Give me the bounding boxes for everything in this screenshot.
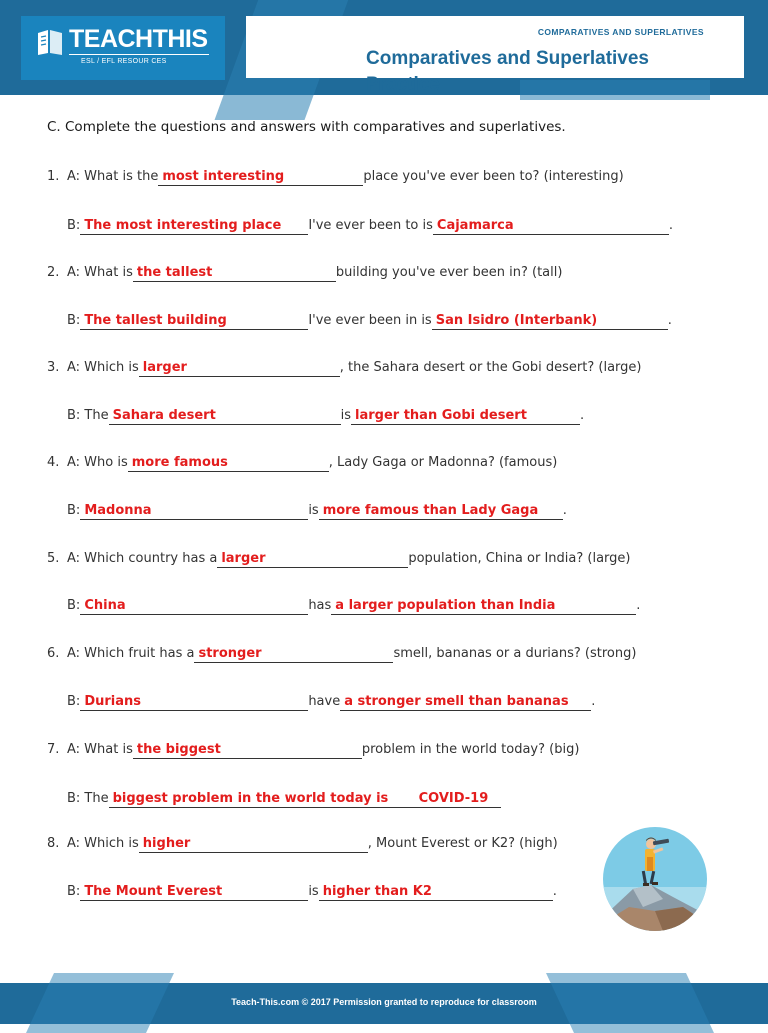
answer-field[interactable]: The tallest building — [80, 312, 308, 330]
answer-field[interactable]: higher — [139, 835, 368, 853]
answer-middle: is — [340, 408, 351, 423]
question-prefix: A: Which is — [67, 360, 139, 375]
logo-divider — [69, 54, 209, 55]
question-line — [47, 168, 624, 186]
answer-field[interactable]: most interesting — [158, 168, 363, 186]
answer-middle: is — [308, 884, 319, 899]
answer-field[interactable]: the biggest — [133, 741, 362, 759]
question-suffix: problem in the world today? (big) — [361, 742, 580, 757]
page-title: Comparatives and Superlatives Practice — [366, 48, 649, 95]
question-number: 7. — [47, 742, 60, 757]
answer-field[interactable]: more famous than Lady Gaga — [319, 502, 563, 520]
answer-field[interactable]: higher than K2 — [319, 883, 553, 901]
answer-field[interactable]: China — [80, 597, 308, 615]
answer-field[interactable]: a stronger smell than bananas — [340, 693, 591, 711]
question-number: 2. — [47, 265, 60, 280]
answer-end: . — [636, 598, 641, 613]
answer-prefix: B: The — [67, 408, 109, 423]
question-prefix: A: Which country has a — [67, 551, 218, 566]
answer-prefix: B: — [67, 503, 81, 518]
page-footer — [0, 983, 768, 1024]
answer-field[interactable]: Cajamarca — [433, 217, 669, 235]
answer-line — [67, 217, 673, 235]
answer-prefix: B: — [67, 598, 81, 613]
answer-field[interactable]: stronger — [194, 645, 393, 663]
answer-field[interactable]: larger — [139, 359, 340, 377]
answer-end: . — [552, 884, 557, 899]
answer-field[interactable]: San Isidro (Interbank) — [432, 312, 668, 330]
answer-middle: I've ever been in is — [308, 313, 432, 328]
question-suffix: smell, bananas or a durians? (strong) — [393, 646, 637, 661]
answer-line — [67, 883, 557, 901]
question-suffix: , Lady Gaga or Madonna? (famous) — [328, 455, 558, 470]
logo-text: TEACHTHIS — [69, 25, 208, 53]
question-line — [47, 359, 642, 377]
question-suffix: population, China or India? (large) — [408, 551, 631, 566]
title-box — [246, 16, 744, 95]
copyright-text: Teach-This.com © 2017 Permission granted to reproduce for classroom — [231, 997, 537, 1007]
answer-field[interactable]: COVID-19 — [415, 790, 501, 808]
answer-middle: I've ever been to is — [308, 218, 433, 233]
question-line — [47, 264, 562, 282]
question-number: 6. — [47, 646, 60, 661]
answer-middle: is — [308, 503, 319, 518]
answer-field[interactable]: more famous — [128, 454, 329, 472]
page-header — [0, 0, 768, 95]
answer-end: . — [591, 694, 596, 709]
question-number: 5. — [47, 551, 60, 566]
answer-line — [67, 597, 640, 615]
question-prefix: A: What is — [67, 265, 133, 280]
answer-field[interactable]: Durians — [80, 693, 308, 711]
answer-field[interactable]: the tallest — [133, 264, 336, 282]
topic-label: COMPARATIVES AND SUPERLATIVES — [537, 27, 704, 37]
answer-end: . — [562, 503, 567, 518]
question-prefix: A: Who is — [67, 455, 128, 470]
answer-field[interactable]: biggest problem in the world today is — [109, 790, 415, 808]
question-line — [47, 454, 557, 472]
answer-prefix: B: — [67, 884, 81, 899]
answer-prefix: B: — [67, 694, 81, 709]
hiker-telescope-illustration — [603, 827, 707, 931]
answer-end: . — [580, 408, 585, 423]
question-prefix: A: What is the — [67, 169, 159, 184]
question-prefix: A: Which fruit has a — [67, 646, 195, 661]
answer-field[interactable]: Madonna — [80, 502, 308, 520]
answer-field[interactable]: The Mount Everest — [80, 883, 308, 901]
answer-field[interactable]: a larger population than India — [331, 597, 636, 615]
answer-middle: has — [308, 598, 332, 613]
answer-line — [67, 790, 501, 808]
answer-line — [67, 407, 584, 425]
answer-field[interactable]: larger than Gobi desert — [351, 407, 580, 425]
answer-line — [67, 502, 567, 520]
question-number: 3. — [47, 360, 60, 375]
answer-field[interactable]: Sahara desert — [109, 407, 341, 425]
answer-field[interactable]: larger — [217, 550, 408, 568]
question-line — [47, 550, 631, 568]
question-number: 1. — [47, 169, 60, 184]
question-line — [47, 645, 636, 663]
question-number: 8. — [47, 836, 60, 851]
instruction: C. Complete the questions and answers with comparatives and superlatives. — [47, 119, 566, 135]
question-suffix: building you've ever been in? (tall) — [335, 265, 563, 280]
question-suffix: , Mount Everest or K2? (high) — [367, 836, 558, 851]
question-suffix: , the Sahara desert or the Gobi desert? (large) — [339, 360, 642, 375]
answer-end: . — [667, 313, 672, 328]
answer-prefix: B: The — [67, 791, 109, 806]
logo[interactable] — [21, 16, 225, 80]
question-suffix: place you've ever been to? (interesting) — [363, 169, 624, 184]
answer-line — [67, 312, 672, 330]
question-line — [47, 741, 579, 759]
answer-field[interactable]: The most interesting place — [80, 217, 308, 235]
question-number: 4. — [47, 455, 60, 470]
answer-middle: have — [308, 694, 341, 709]
answer-prefix: B: — [67, 313, 81, 328]
answer-prefix: B: — [67, 218, 81, 233]
question-prefix: A: Which is — [67, 836, 139, 851]
answer-line — [67, 693, 595, 711]
question-line — [47, 835, 558, 853]
book-icon — [35, 27, 65, 57]
answer-end: . — [668, 218, 674, 233]
logo-subtitle: ESL / EFL RESOUR CES — [81, 58, 167, 65]
question-prefix: A: What is — [67, 742, 133, 757]
